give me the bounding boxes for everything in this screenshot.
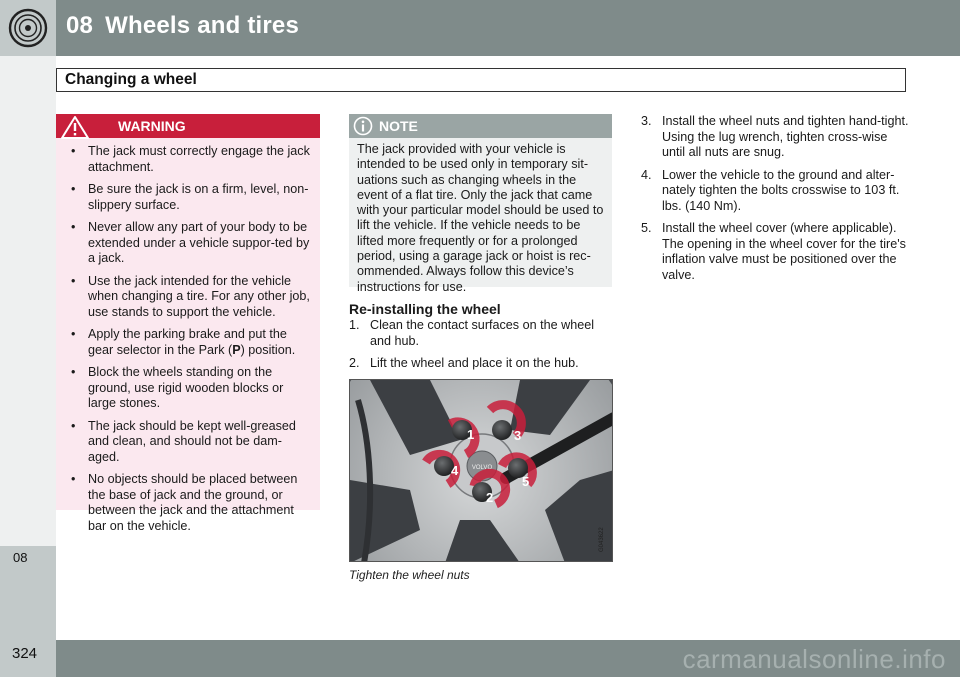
- step-item: 5. Install the wheel cover (where applicable). The opening in the wheel cover for the tire's inflation valve must be positioned over the valve.: [641, 221, 906, 282]
- step-item: 1. Clean the contact surfaces on the wheel and hub.: [349, 318, 595, 348]
- nut-label-5: 5: [522, 474, 530, 489]
- note-text: The jack provided with your vehicle is intended to be used only in temporary sit-uations such as changing wheels in the event of a flat tire. Only the jack that came with your particular model should be used to lift the vehicle. If the vehicle needs to be lifted more frequently or for a prolonged period, using a garage jack or hoist is rec-ommended. Always follow this device’s instructions for use.: [357, 142, 604, 294]
- nut-label-1: 1: [467, 427, 475, 442]
- reinstall-steps: [349, 318, 615, 379]
- section-title-bar: [56, 68, 906, 92]
- page-number: 324: [12, 645, 38, 662]
- info-icon: [353, 116, 373, 136]
- warning-item: • Block the wheels standing on the ground, use rigid wooden blocks or large stones.: [71, 365, 284, 410]
- chapter-number: 08: [66, 12, 94, 39]
- warning-list: [56, 138, 320, 534]
- warning-title: WARNING: [118, 118, 186, 134]
- nut-label-4: 4: [451, 463, 459, 478]
- side-chapter-tab: [0, 546, 56, 618]
- chapter-title: [66, 12, 299, 40]
- step-item: 2. Lift the wheel and place it on the hub.: [349, 356, 579, 370]
- reinstall-heading: Re-installing the wheel: [349, 301, 501, 317]
- note-box: [349, 114, 612, 294]
- warning-item: • The jack should be kept well-greased and clean, and should not be dam-aged.: [71, 418, 296, 464]
- step-item: 4. Lower the vehicle to the ground and alter-nately tighten the bolts crosswise to 103 ft. lbs. (140 Nm).: [641, 167, 900, 213]
- step-item: 3. Install the wheel nuts and tighten hand-tight. Using the lug wrench, tighten cross-wise until all nuts are snug.: [641, 114, 909, 159]
- section-title: Changing a wheel: [65, 71, 197, 88]
- hub-logo: VOLVO: [471, 465, 493, 471]
- warning-item: • Use the jack intended for the vehicle when changing a tire. For any other job, use stands to support the vehicle.: [71, 273, 310, 319]
- page-number-tab: [0, 618, 56, 677]
- note-title: NOTE: [379, 118, 418, 134]
- figure-caption: Tighten the wheel nuts: [349, 568, 470, 582]
- warning-box: [56, 114, 320, 533]
- warning-item: • Never allow any part of your body to be extended under a vehicle suppor-ted by a jack.: [71, 220, 310, 265]
- nut-label-3: 3: [514, 428, 522, 443]
- warning-item: • Be sure the jack is on a firm, level, non-slippery surface.: [71, 182, 309, 212]
- side-chapter-number: 08: [13, 550, 28, 565]
- warning-triangle-icon: [60, 115, 90, 140]
- warning-item: • No objects should be placed between the base of jack and the ground, or between the jack and the attachment bar on the vehicle.: [71, 472, 298, 533]
- wheel-illustration-svg: [350, 380, 613, 562]
- warning-header: [56, 114, 320, 138]
- warning-item: • Apply the parking brake and put the gear selector in the Park (P) position.: [71, 327, 296, 357]
- figure-code: G043622: [599, 527, 605, 552]
- watermark: carmanualsonline.info: [682, 644, 946, 674]
- note-header: [349, 114, 612, 138]
- chapter-icon-tab: [0, 0, 56, 56]
- right-steps: [641, 114, 911, 290]
- nut-label-2: 2: [486, 490, 494, 505]
- left-margin-column: [0, 56, 56, 618]
- tire-icon: [8, 8, 48, 48]
- wheel-nuts-illustration: [349, 379, 613, 562]
- chapter-name: Wheels and tires: [105, 12, 300, 39]
- warning-item: • The jack must correctly engage the jack attachment.: [71, 144, 310, 174]
